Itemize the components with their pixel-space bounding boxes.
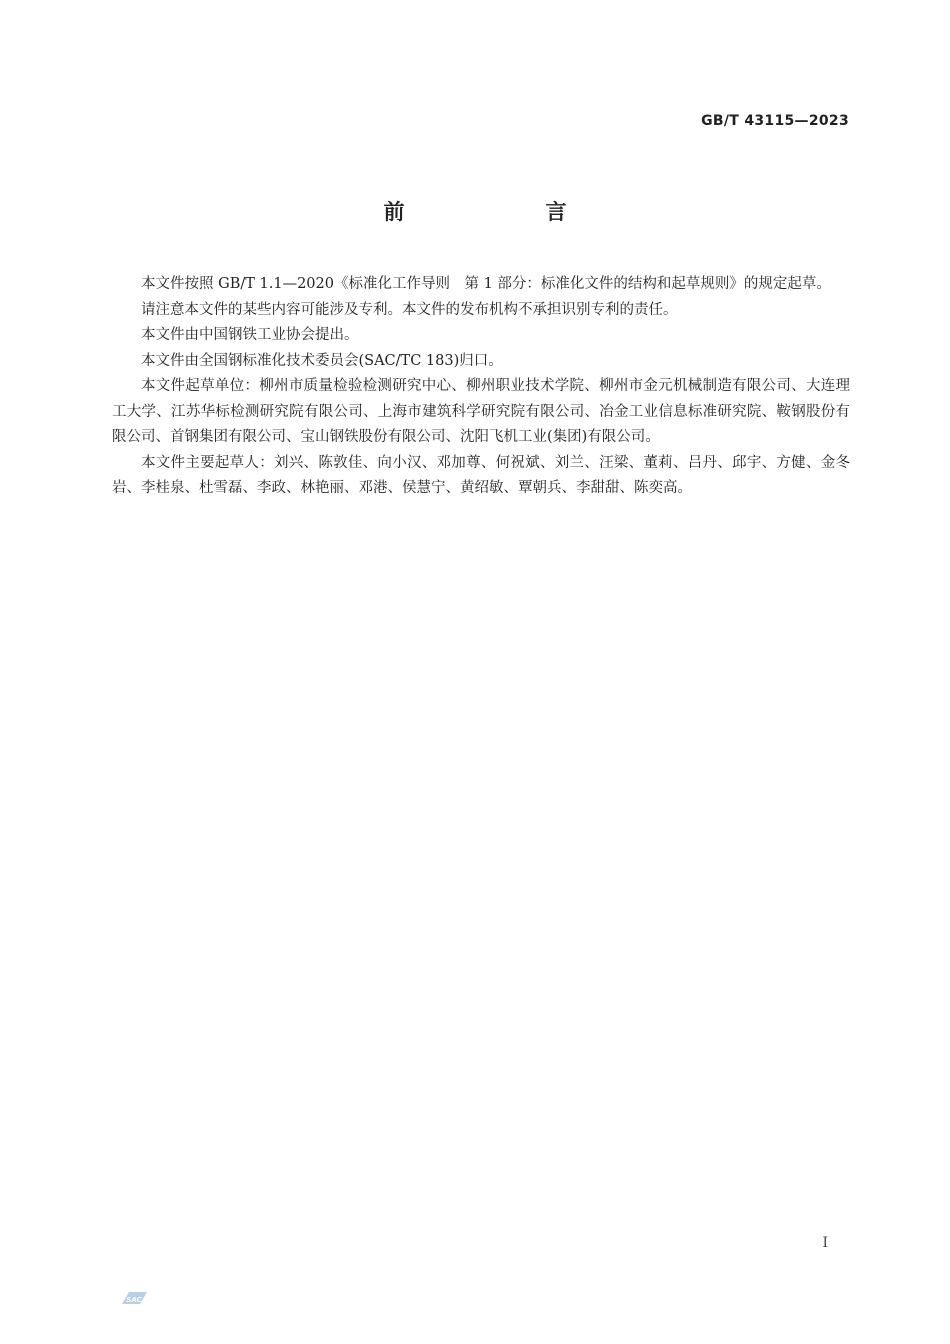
svg-text:SAC: SAC [126, 1296, 142, 1304]
paragraph-technical-committee: 本文件由全国钢标准化技术委员会(SAC/TC 183)归口。 [141, 352, 503, 369]
sac-logo [119, 1288, 149, 1310]
foreword-body [112, 272, 850, 502]
paragraph-drafting-units: 本文件起草单位：柳州市质量检验检测研究中心、柳州职业技术学院、柳州市金元机械制造有限公司、大连理工大学、江苏华标检测研究院有限公司、上海市建筑科学研究院有限公司、冶金工业信息标准研究院、鞍钢股份有限公司、首钢集团有限公司、宝山钢铁股份有限公司、沈阳飞机工业(集团)有限公司。 [112, 378, 850, 445]
paragraph-drafting-rules: 本文件按照 GB/T 1.1—2020《标准化工作导则 第 1 部分：标准化文件的结构和起草规则》的规定起草。 [141, 276, 831, 292]
document-number: GB/T 43115—2023 [701, 113, 849, 129]
page-number: I [822, 1235, 828, 1251]
paragraph-proposer: 本文件由中国钢铁工业协会提出。 [141, 327, 359, 343]
paragraph-patent-notice: 请注意本文件的某些内容可能涉及专利。本文件的发布机构不承担识别专利的责任。 [141, 301, 678, 318]
paragraph-drafters: 本文件主要起草人：刘兴、陈敦佳、向小汉、邓加尊、何祝斌、刘兰、汪梁、董莉、吕丹、邱宇、方健、金冬岩、李桂泉、杜雪磊、李政、林艳丽、邓港、侯慧宁、黄绍敏、覃朝兵、李甜甜、陈奕高。 [112, 454, 850, 496]
page-title: 前 言 [383, 200, 627, 224]
